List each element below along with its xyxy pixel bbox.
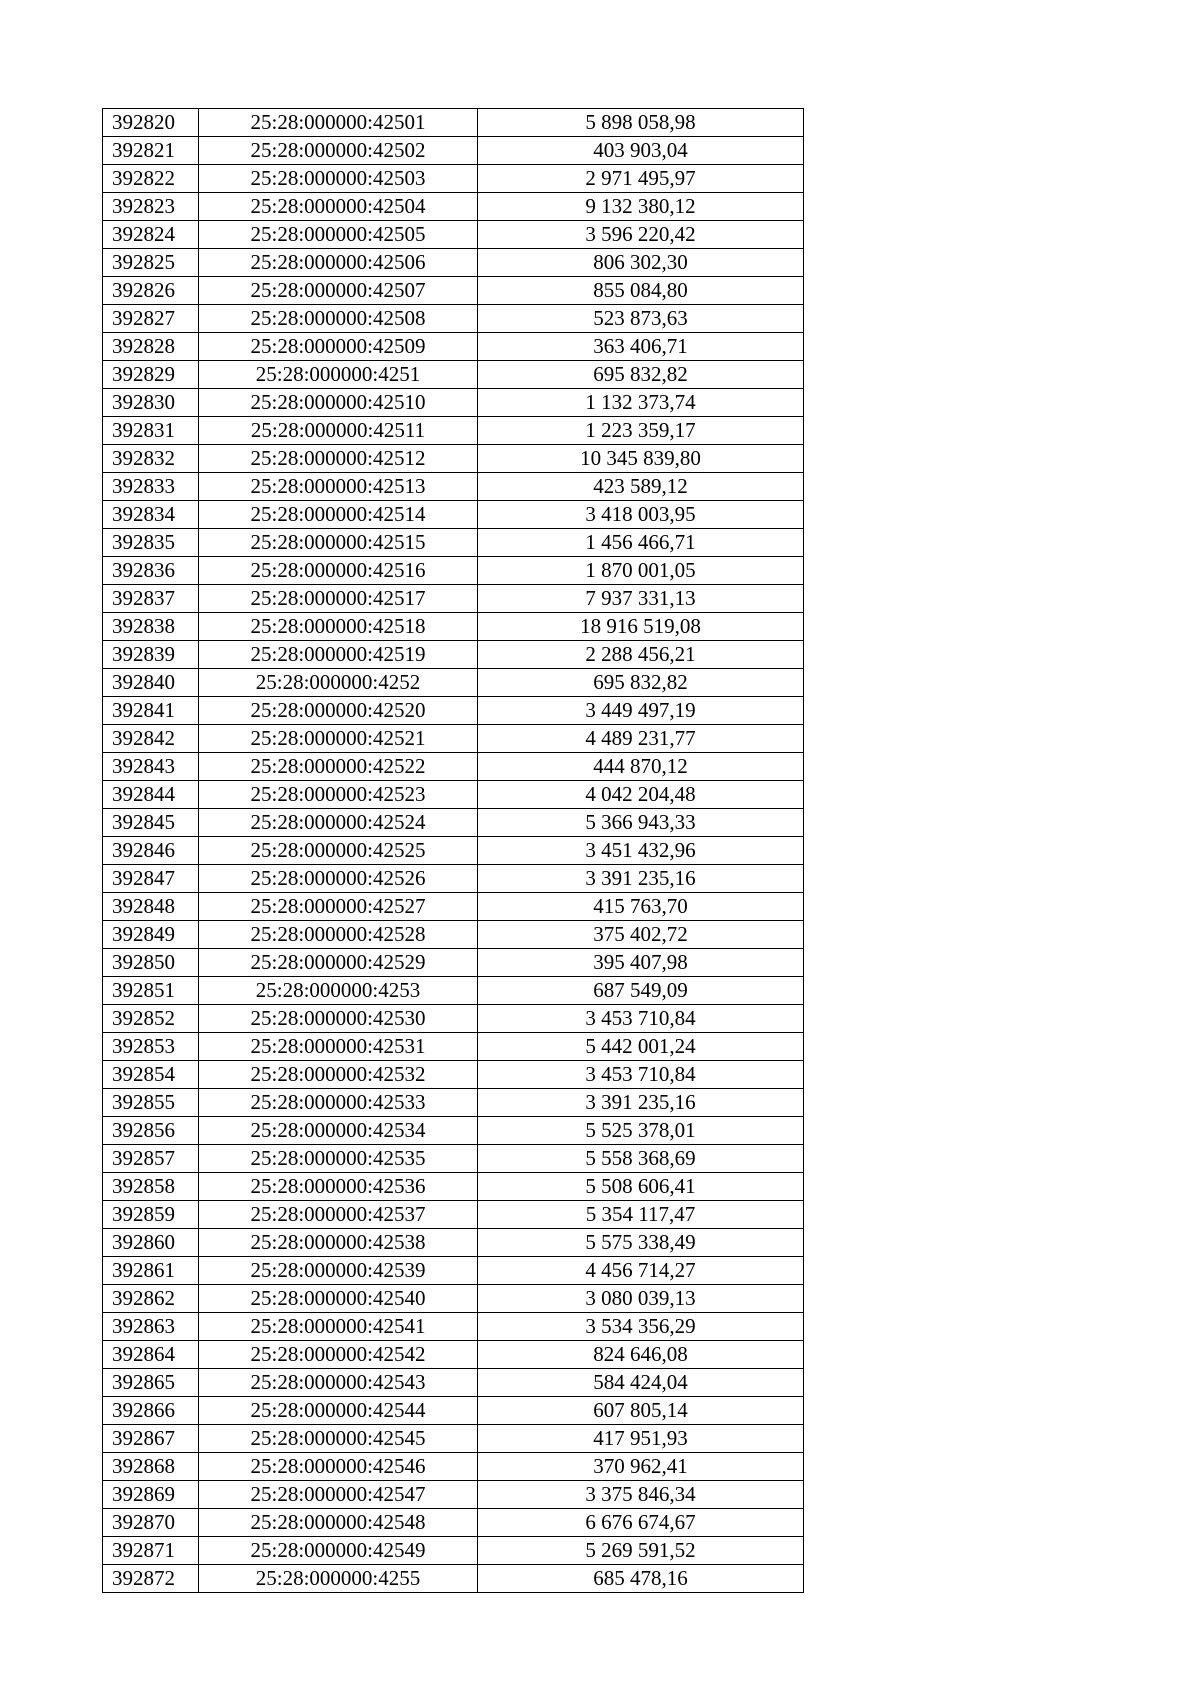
row-id-cell: 392844 — [103, 781, 199, 809]
cadastral-number-cell: 25:28:000000:42506 — [199, 249, 478, 277]
row-id-cell: 392855 — [103, 1089, 199, 1117]
table-row — [103, 109, 804, 137]
cadastral-number-cell: 25:28:000000:42535 — [199, 1145, 478, 1173]
cadastral-value-cell: 5 898 058,98 — [478, 109, 804, 137]
row-id-cell: 392867 — [103, 1425, 199, 1453]
row-id-cell: 392833 — [103, 473, 199, 501]
row-id-cell: 392832 — [103, 445, 199, 473]
table-row — [103, 1537, 804, 1565]
cadastral-value-cell: 607 805,14 — [478, 1397, 804, 1425]
cadastral-number-cell: 25:28:000000:42502 — [199, 137, 478, 165]
row-id-cell: 392845 — [103, 809, 199, 837]
cadastral-number-cell: 25:28:000000:42527 — [199, 893, 478, 921]
cadastral-number-cell: 25:28:000000:42522 — [199, 753, 478, 781]
cadastral-number-cell: 25:28:000000:42521 — [199, 725, 478, 753]
cadastral-number-cell: 25:28:000000:42538 — [199, 1229, 478, 1257]
row-id-cell: 392850 — [103, 949, 199, 977]
row-id-cell: 392872 — [103, 1565, 199, 1593]
cadastral-value-cell: 3 375 846,34 — [478, 1481, 804, 1509]
cadastral-value-cell: 685 478,16 — [478, 1565, 804, 1593]
cadastral-value-cell: 3 453 710,84 — [478, 1061, 804, 1089]
row-id-cell: 392843 — [103, 753, 199, 781]
row-id-cell: 392851 — [103, 977, 199, 1005]
table-row — [103, 221, 804, 249]
cadastral-number-cell: 25:28:000000:42505 — [199, 221, 478, 249]
cadastral-value-cell: 3 391 235,16 — [478, 865, 804, 893]
cadastral-number-cell: 25:28:000000:42513 — [199, 473, 478, 501]
row-id-cell: 392820 — [103, 109, 199, 137]
cadastral-value-cell: 1 223 359,17 — [478, 417, 804, 445]
row-id-cell: 392868 — [103, 1453, 199, 1481]
cadastral-number-cell: 25:28:000000:42529 — [199, 949, 478, 977]
cadastral-number-cell: 25:28:000000:42528 — [199, 921, 478, 949]
cadastral-value-cell: 5 525 378,01 — [478, 1117, 804, 1145]
table-row — [103, 1201, 804, 1229]
table-row — [103, 1285, 804, 1313]
cadastral-value-cell: 9 132 380,12 — [478, 193, 804, 221]
cadastral-value-cell: 415 763,70 — [478, 893, 804, 921]
row-id-cell: 392825 — [103, 249, 199, 277]
cadastral-number-cell: 25:28:000000:42543 — [199, 1369, 478, 1397]
row-id-cell: 392827 — [103, 305, 199, 333]
table-row — [103, 1145, 804, 1173]
cadastral-number-cell: 25:28:000000:42541 — [199, 1313, 478, 1341]
row-id-cell: 392821 — [103, 137, 199, 165]
row-id-cell: 392857 — [103, 1145, 199, 1173]
table-row — [103, 277, 804, 305]
row-id-cell: 392831 — [103, 417, 199, 445]
row-id-cell: 392866 — [103, 1397, 199, 1425]
table-row — [103, 1341, 804, 1369]
table-row — [103, 473, 804, 501]
cadastral-value-cell: 3 418 003,95 — [478, 501, 804, 529]
cadastral-value-cell: 3 080 039,13 — [478, 1285, 804, 1313]
table-row — [103, 389, 804, 417]
table-row — [103, 1257, 804, 1285]
table-row — [103, 949, 804, 977]
cadastral-value-cell: 1 456 466,71 — [478, 529, 804, 557]
table-row — [103, 697, 804, 725]
table-row — [103, 417, 804, 445]
row-id-cell: 392841 — [103, 697, 199, 725]
cadastral-value-cell: 806 302,30 — [478, 249, 804, 277]
row-id-cell: 392854 — [103, 1061, 199, 1089]
cadastral-number-cell: 25:28:000000:42544 — [199, 1397, 478, 1425]
row-id-cell: 392840 — [103, 669, 199, 697]
cadastral-value-cell: 695 832,82 — [478, 669, 804, 697]
cadastral-value-cell: 5 442 001,24 — [478, 1033, 804, 1061]
table-row — [103, 669, 804, 697]
table-row — [103, 837, 804, 865]
table-row — [103, 1453, 804, 1481]
cadastral-number-cell: 25:28:000000:42548 — [199, 1509, 478, 1537]
cadastral-value-cell: 3 534 356,29 — [478, 1313, 804, 1341]
row-id-cell: 392837 — [103, 585, 199, 613]
cadastral-number-cell: 25:28:000000:42537 — [199, 1201, 478, 1229]
row-id-cell: 392829 — [103, 361, 199, 389]
cadastral-number-cell: 25:28:000000:42524 — [199, 809, 478, 837]
row-id-cell: 392865 — [103, 1369, 199, 1397]
cadastral-number-cell: 25:28:000000:42520 — [199, 697, 478, 725]
cadastral-number-cell: 25:28:000000:42533 — [199, 1089, 478, 1117]
table-row — [103, 1397, 804, 1425]
cadastral-value-cell: 1 870 001,05 — [478, 557, 804, 585]
table-row — [103, 1229, 804, 1257]
row-id-cell: 392826 — [103, 277, 199, 305]
row-id-cell: 392830 — [103, 389, 199, 417]
row-id-cell: 392838 — [103, 613, 199, 641]
cadastral-number-cell: 25:28:000000:42510 — [199, 389, 478, 417]
table-row — [103, 333, 804, 361]
cadastral-value-cell: 824 646,08 — [478, 1341, 804, 1369]
table-row — [103, 165, 804, 193]
row-id-cell: 392870 — [103, 1509, 199, 1537]
cadastral-value-cell: 3 451 432,96 — [478, 837, 804, 865]
cadastral-value-cell: 5 269 591,52 — [478, 1537, 804, 1565]
cadastral-number-cell: 25:28:000000:42534 — [199, 1117, 478, 1145]
row-id-cell: 392871 — [103, 1537, 199, 1565]
cadastral-number-cell: 25:28:000000:4251 — [199, 361, 478, 389]
cadastral-number-cell: 25:28:000000:42530 — [199, 1005, 478, 1033]
cadastral-number-cell: 25:28:000000:42512 — [199, 445, 478, 473]
table-row — [103, 865, 804, 893]
cadastral-number-cell: 25:28:000000:42518 — [199, 613, 478, 641]
cadastral-value-cell: 4 456 714,27 — [478, 1257, 804, 1285]
cadastral-number-cell: 25:28:000000:42501 — [199, 109, 478, 137]
table-row — [103, 585, 804, 613]
row-id-cell: 392849 — [103, 921, 199, 949]
table-row — [103, 977, 804, 1005]
cadastral-number-cell: 25:28:000000:42514 — [199, 501, 478, 529]
cadastral-number-cell: 25:28:000000:42531 — [199, 1033, 478, 1061]
table-row — [103, 613, 804, 641]
cadastral-value-cell: 4 042 204,48 — [478, 781, 804, 809]
table-row — [103, 445, 804, 473]
row-id-cell: 392824 — [103, 221, 199, 249]
table-row — [103, 1089, 804, 1117]
cadastral-number-cell: 25:28:000000:42526 — [199, 865, 478, 893]
row-id-cell: 392862 — [103, 1285, 199, 1313]
row-id-cell: 392852 — [103, 1005, 199, 1033]
cadastral-number-cell: 25:28:000000:42508 — [199, 305, 478, 333]
row-id-cell: 392848 — [103, 893, 199, 921]
cadastral-value-cell: 523 873,63 — [478, 305, 804, 333]
cadastral-value-cell: 444 870,12 — [478, 753, 804, 781]
table-row — [103, 753, 804, 781]
cadastral-value-cell: 687 549,09 — [478, 977, 804, 1005]
cadastral-number-cell: 25:28:000000:42517 — [199, 585, 478, 613]
table-row — [103, 1509, 804, 1537]
table-row — [103, 893, 804, 921]
cadastral-number-cell: 25:28:000000:4253 — [199, 977, 478, 1005]
cadastral-number-cell: 25:28:000000:42511 — [199, 417, 478, 445]
row-id-cell: 392847 — [103, 865, 199, 893]
cadastral-value-cell: 3 449 497,19 — [478, 697, 804, 725]
cadastral-number-cell: 25:28:000000:42539 — [199, 1257, 478, 1285]
cadastral-number-cell: 25:28:000000:42545 — [199, 1425, 478, 1453]
cadastral-value-cell: 3 596 220,42 — [478, 221, 804, 249]
table-row — [103, 1425, 804, 1453]
cadastral-value-cell: 417 951,93 — [478, 1425, 804, 1453]
row-id-cell: 392835 — [103, 529, 199, 557]
cadastral-number-cell: 25:28:000000:42503 — [199, 165, 478, 193]
cadastral-value-cell: 4 489 231,77 — [478, 725, 804, 753]
table-row — [103, 781, 804, 809]
cadastral-value-cell: 363 406,71 — [478, 333, 804, 361]
cadastral-number-cell: 25:28:000000:4252 — [199, 669, 478, 697]
cadastral-number-cell: 25:28:000000:42547 — [199, 1481, 478, 1509]
table-row — [103, 809, 804, 837]
cadastral-number-cell: 25:28:000000:42519 — [199, 641, 478, 669]
row-id-cell: 392828 — [103, 333, 199, 361]
cadastral-value-cell: 5 366 943,33 — [478, 809, 804, 837]
cadastral-value-cell: 3 453 710,84 — [478, 1005, 804, 1033]
table-row — [103, 725, 804, 753]
cadastral-value-cell: 403 903,04 — [478, 137, 804, 165]
cadastral-number-cell: 25:28:000000:42516 — [199, 557, 478, 585]
row-id-cell: 392836 — [103, 557, 199, 585]
cadastral-value-cell: 7 937 331,13 — [478, 585, 804, 613]
row-id-cell: 392864 — [103, 1341, 199, 1369]
row-id-cell: 392853 — [103, 1033, 199, 1061]
cadastral-number-cell: 25:28:000000:42546 — [199, 1453, 478, 1481]
table-row — [103, 921, 804, 949]
row-id-cell: 392834 — [103, 501, 199, 529]
cadastral-number-cell: 25:28:000000:4255 — [199, 1565, 478, 1593]
cadastral-number-cell: 25:28:000000:42523 — [199, 781, 478, 809]
row-id-cell: 392863 — [103, 1313, 199, 1341]
cadastral-value-cell: 855 084,80 — [478, 277, 804, 305]
table-row — [103, 501, 804, 529]
cadastral-number-cell: 25:28:000000:42532 — [199, 1061, 478, 1089]
cadastral-value-cell: 5 575 338,49 — [478, 1229, 804, 1257]
cadastral-number-cell: 25:28:000000:42515 — [199, 529, 478, 557]
cadastral-value-cell: 2 288 456,21 — [478, 641, 804, 669]
row-id-cell: 392856 — [103, 1117, 199, 1145]
cadastral-value-cell: 5 354 117,47 — [478, 1201, 804, 1229]
cadastral-number-cell: 25:28:000000:42507 — [199, 277, 478, 305]
row-id-cell: 392859 — [103, 1201, 199, 1229]
cadastral-value-cell: 18 916 519,08 — [478, 613, 804, 641]
row-id-cell: 392842 — [103, 725, 199, 753]
cadastral-number-cell: 25:28:000000:42504 — [199, 193, 478, 221]
row-id-cell: 392860 — [103, 1229, 199, 1257]
table-row — [103, 1481, 804, 1509]
cadastral-number-cell: 25:28:000000:42509 — [199, 333, 478, 361]
cadastral-value-cell: 5 508 606,41 — [478, 1173, 804, 1201]
table-row — [103, 1117, 804, 1145]
cadastral-number-cell: 25:28:000000:42549 — [199, 1537, 478, 1565]
cadastral-value-cell: 375 402,72 — [478, 921, 804, 949]
cadastral-value-cell: 1 132 373,74 — [478, 389, 804, 417]
cadastral-value-cell: 2 971 495,97 — [478, 165, 804, 193]
row-id-cell: 392822 — [103, 165, 199, 193]
cadastral-value-cell: 584 424,04 — [478, 1369, 804, 1397]
table-row — [103, 1061, 804, 1089]
row-id-cell: 392869 — [103, 1481, 199, 1509]
row-id-cell: 392861 — [103, 1257, 199, 1285]
table-row — [103, 361, 804, 389]
cadastral-value-table — [102, 108, 804, 1593]
table-row — [103, 1313, 804, 1341]
row-id-cell: 392846 — [103, 837, 199, 865]
cadastral-number-cell: 25:28:000000:42525 — [199, 837, 478, 865]
table-body — [103, 109, 804, 1593]
cadastral-value-cell: 695 832,82 — [478, 361, 804, 389]
table-row — [103, 1369, 804, 1397]
cadastral-number-cell: 25:28:000000:42536 — [199, 1173, 478, 1201]
row-id-cell: 392823 — [103, 193, 199, 221]
cadastral-value-cell: 5 558 368,69 — [478, 1145, 804, 1173]
table-row — [103, 249, 804, 277]
table-row — [103, 1033, 804, 1061]
cadastral-value-cell: 3 391 235,16 — [478, 1089, 804, 1117]
cadastral-value-cell: 370 962,41 — [478, 1453, 804, 1481]
table-row — [103, 557, 804, 585]
cadastral-value-cell: 6 676 674,67 — [478, 1509, 804, 1537]
cadastral-value-cell: 423 589,12 — [478, 473, 804, 501]
cadastral-value-cell: 395 407,98 — [478, 949, 804, 977]
table-row — [103, 1005, 804, 1033]
table-row — [103, 305, 804, 333]
table-row — [103, 193, 804, 221]
table-row — [103, 137, 804, 165]
table-row — [103, 1173, 804, 1201]
table-row — [103, 529, 804, 557]
row-id-cell: 392839 — [103, 641, 199, 669]
table-row — [103, 1565, 804, 1593]
row-id-cell: 392858 — [103, 1173, 199, 1201]
table-row — [103, 641, 804, 669]
cadastral-number-cell: 25:28:000000:42540 — [199, 1285, 478, 1313]
cadastral-value-cell: 10 345 839,80 — [478, 445, 804, 473]
cadastral-number-cell: 25:28:000000:42542 — [199, 1341, 478, 1369]
